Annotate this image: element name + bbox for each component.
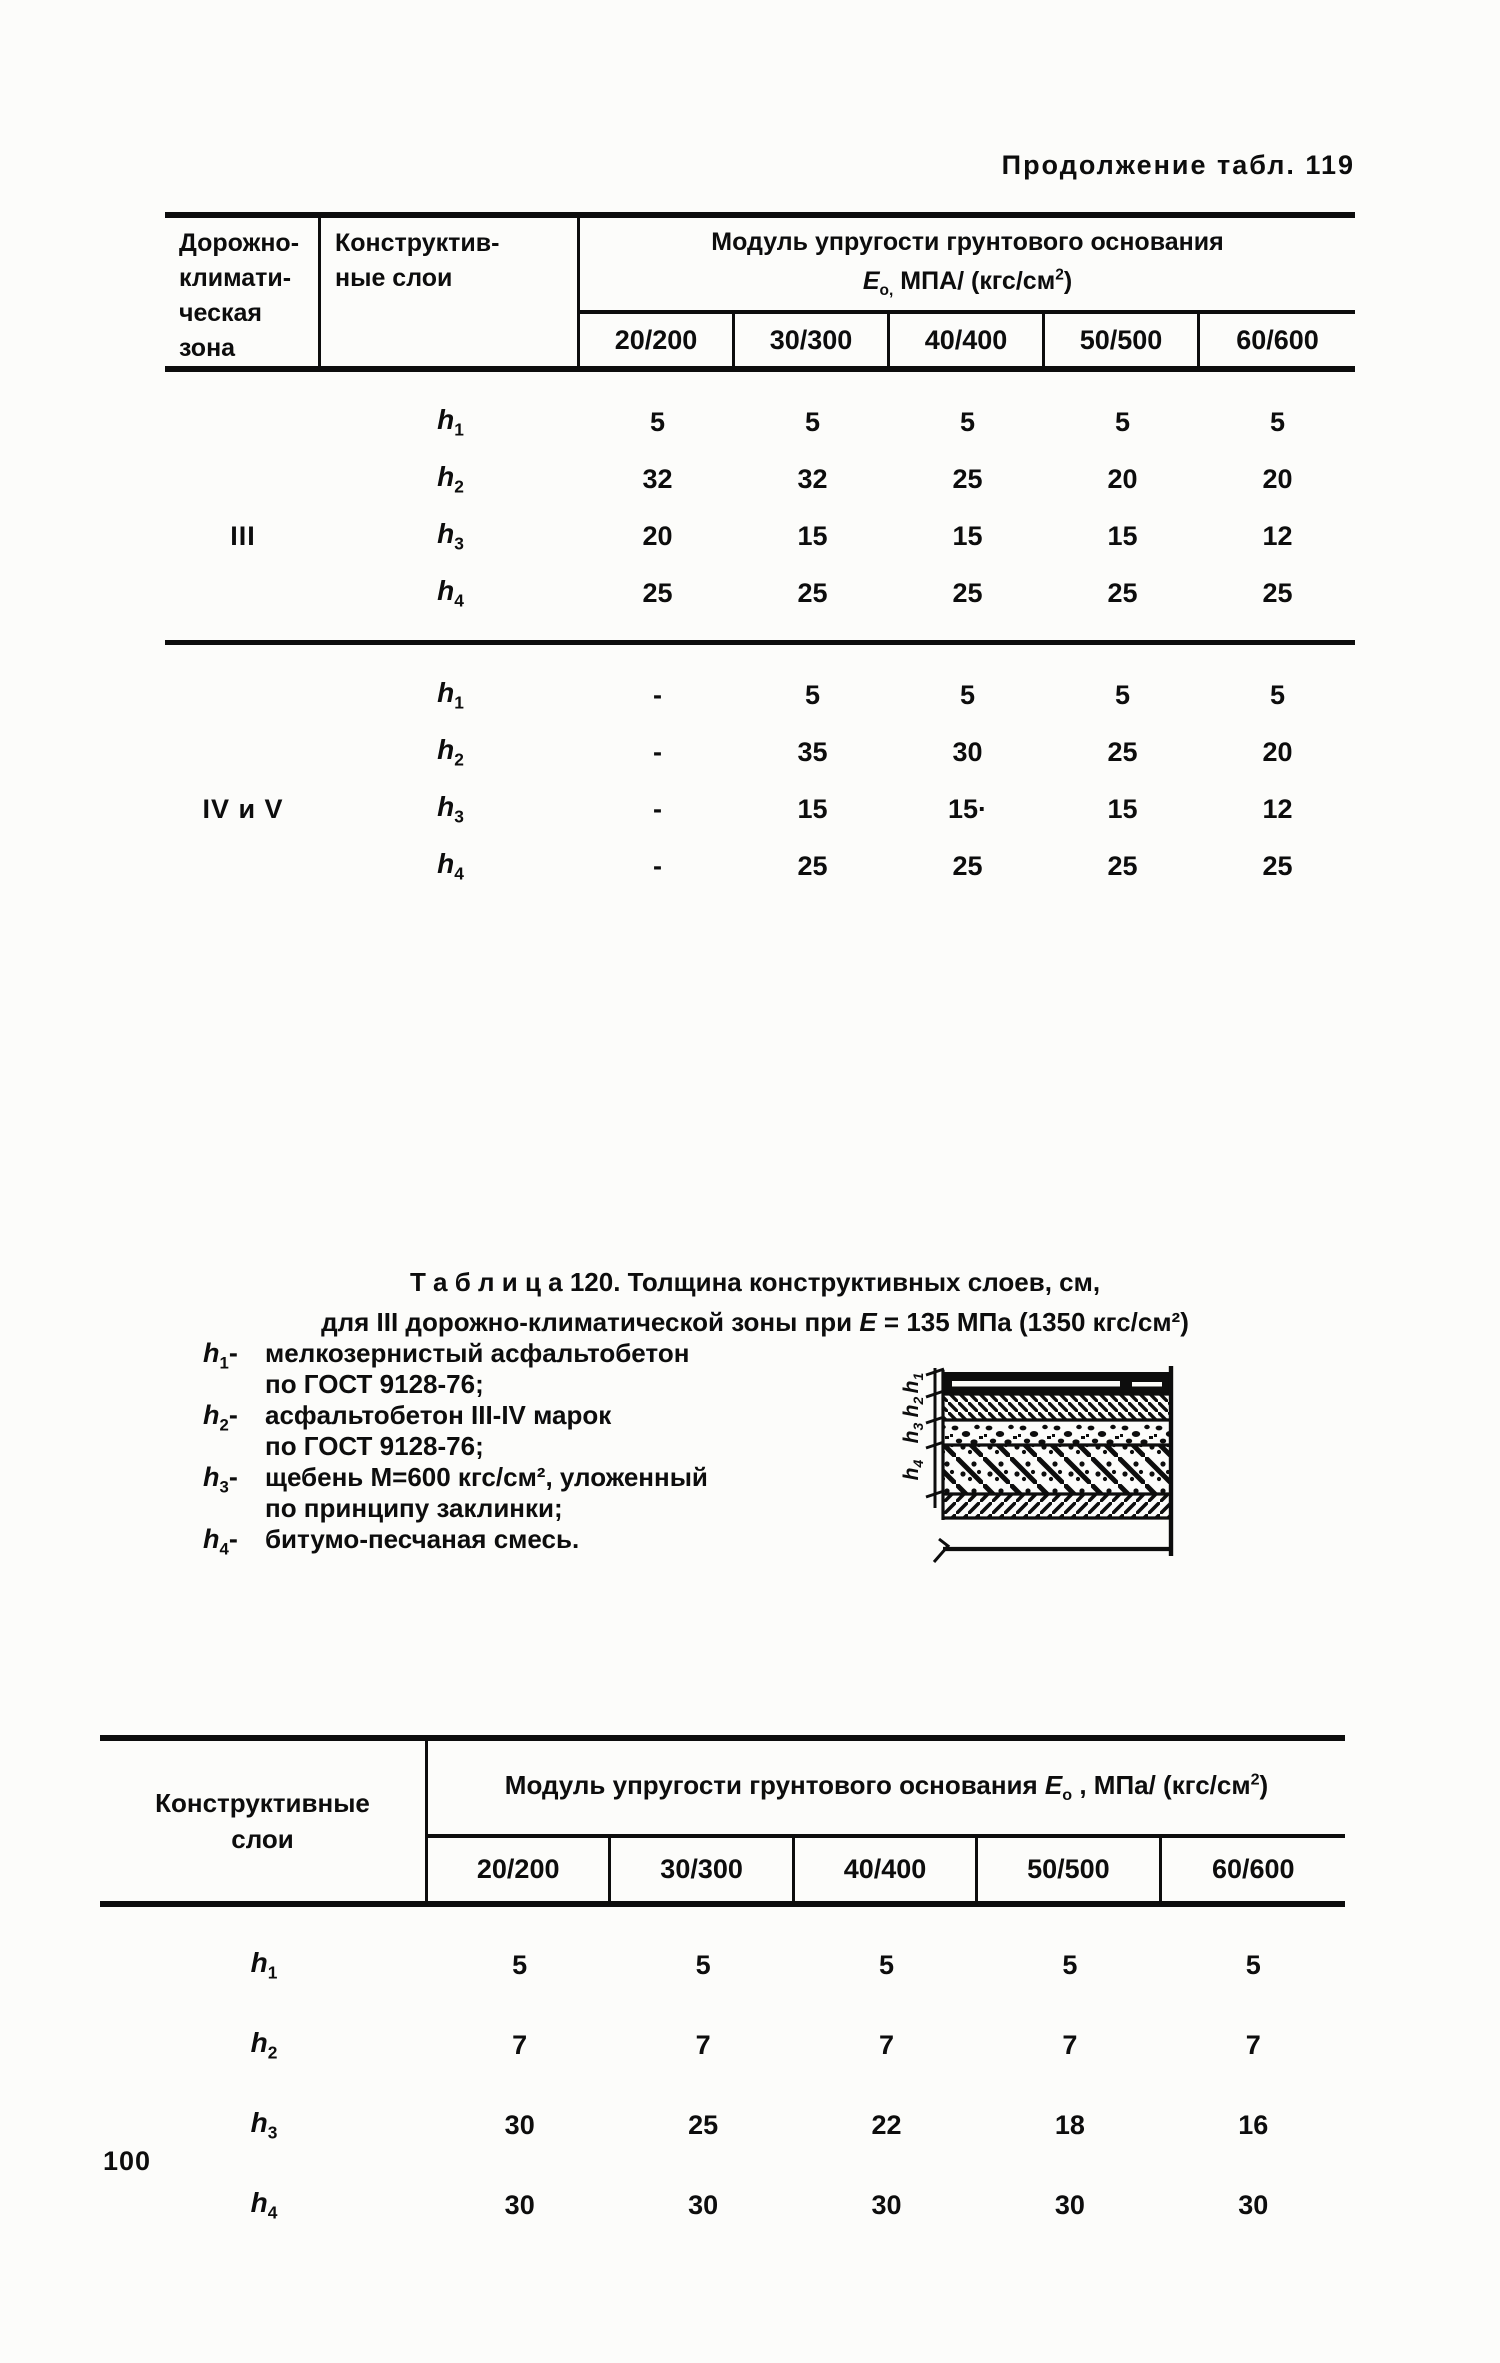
value-cell: 7 xyxy=(695,2029,711,2060)
value-cell: 5 xyxy=(878,1949,894,1980)
column-header: 40/400 xyxy=(890,314,1045,366)
column-header: 20/200 xyxy=(428,1838,611,1901)
table-119-zone-column-header: Дорожно- климати- ческая зона xyxy=(165,218,321,366)
table-120-header xyxy=(100,1735,1345,1907)
value-cell: 30 xyxy=(688,2189,719,2220)
table-120-modulus-title: Модуль упругости грунтового основания $Е_о$ , МПа/ $(кгс/см^2)$ xyxy=(504,1769,1269,1805)
value-cell: 25 xyxy=(797,578,828,608)
value-cell: 7 xyxy=(878,2029,894,2060)
table-row xyxy=(165,508,1355,565)
column-header: 30/300 xyxy=(611,1838,794,1901)
value-cell: 5 xyxy=(1269,407,1286,437)
value-cell: 15 xyxy=(797,794,828,824)
value-cell: 20 xyxy=(1107,464,1138,494)
value-cell: 5 xyxy=(1269,680,1286,710)
value-cell: 5 xyxy=(1114,407,1131,437)
value-cell: 5 xyxy=(959,680,976,710)
table-120-body xyxy=(100,1907,1345,2245)
page-number: 100 xyxy=(103,2146,152,2176)
value-cell: 15 xyxy=(1107,794,1138,824)
value-cell: 25 xyxy=(952,851,983,881)
value-cell: 25 xyxy=(952,578,983,608)
pavement-layer-h4 xyxy=(943,1445,1171,1494)
diagram-label-h2: $h_2$ xyxy=(900,1396,926,1418)
column-header: 60/600 xyxy=(1211,1854,1295,1884)
value-cell: 25 xyxy=(642,578,673,608)
continuation-note: Продолжение табл. 119 xyxy=(1001,150,1355,180)
table-row xyxy=(165,838,1355,895)
table-119 xyxy=(165,212,1355,913)
diagram-label-h1: $h_1$ xyxy=(900,1372,926,1394)
table-row xyxy=(165,394,1355,451)
layer-label: $h_1-$ xyxy=(203,1338,238,1373)
value-cell: 25 xyxy=(1107,737,1138,767)
value-cell: 5 xyxy=(1062,1949,1078,1980)
value-cell: 30 xyxy=(952,737,983,767)
table-119-modulus-title: Модуль упругости грунтового основания $Е_{о,}$ МПА/ $(кгс/см^2)$ xyxy=(711,228,1224,300)
layer-label: $h_1$ xyxy=(437,677,464,713)
table-119-block-zone-3 xyxy=(165,372,1355,640)
table-120-title-line1: Т а б л и ц а 120. Толщина конструктивных слоев, см, xyxy=(409,1267,1101,1297)
value-cell: 5 xyxy=(695,1949,711,1980)
layer-label: $h_4$ xyxy=(437,575,464,611)
value-cell: 22 xyxy=(871,2109,902,2140)
value-cell: - xyxy=(653,737,662,767)
table-119-block-zone-4-5 xyxy=(165,640,1355,913)
layer-label: $h_4-$ xyxy=(203,1524,238,1559)
pavement-layer-h1 xyxy=(943,1372,1171,1394)
value-cell: 20 xyxy=(1262,464,1293,494)
value-cell: 5 xyxy=(804,680,821,710)
value-cell: 25 xyxy=(1262,851,1293,881)
column-header: 30/300 xyxy=(735,314,890,366)
zone-label: III xyxy=(230,521,256,551)
legend-item: $h_1-$ мелкозернистый асфальтобетон по ГОСТ 9128-76; xyxy=(203,1338,690,1399)
subgrade-layer xyxy=(943,1494,1171,1518)
table-row xyxy=(100,1925,1345,2005)
value-cell: 5 xyxy=(804,407,821,437)
pavement-layer-diagram xyxy=(848,1322,1258,1582)
value-cell: 5 xyxy=(649,407,666,437)
column-header: 50/500 xyxy=(1045,314,1200,366)
layer-label: $h_2-$ xyxy=(203,1400,238,1435)
value-cell: 25 xyxy=(688,2109,719,2140)
zone-label: IV и V xyxy=(202,794,284,824)
table-row xyxy=(165,781,1355,838)
value-cell: 5 xyxy=(1245,1949,1261,1980)
value-cell: 25 xyxy=(1107,851,1138,881)
value-cell: 20 xyxy=(642,521,673,551)
layer-legend xyxy=(203,1338,863,1564)
value-cell: - xyxy=(653,680,662,710)
layer-label: $h_3$ xyxy=(437,518,464,554)
value-cell: 25 xyxy=(1107,578,1138,608)
value-cell: 30 xyxy=(1238,2189,1269,2220)
value-cell: 30 xyxy=(504,2189,535,2220)
modulus-formula: $Е_{о,}$ МПА/ $(кгс/см^2)$ xyxy=(862,267,1073,300)
table-row xyxy=(165,565,1355,622)
pavement-layer-h3 xyxy=(943,1420,1171,1445)
column-header: 20/200 xyxy=(580,314,735,366)
layer-label: $h_3$ xyxy=(250,2106,278,2143)
table-119-header xyxy=(165,212,1355,372)
legend-item: $h_3-$ щебень М=600 кгс/см², уложенный по принципу заклинки; xyxy=(203,1462,708,1523)
value-cell: 18 xyxy=(1054,2109,1085,2140)
value-cell: 12 xyxy=(1262,521,1293,551)
column-header: 50/500 xyxy=(978,1838,1161,1901)
value-cell: 15 xyxy=(952,521,983,551)
break-mark xyxy=(934,1539,948,1562)
layer-label: $h_2$ xyxy=(437,734,464,770)
value-cell: 25 xyxy=(1262,578,1293,608)
value-cell: - xyxy=(653,794,662,824)
value-cell: 32 xyxy=(797,464,828,494)
table-row xyxy=(165,724,1355,781)
layer-label: $h_4$ xyxy=(437,848,464,884)
value-cell: 35 xyxy=(797,737,828,767)
diagram-label-h3: $h_3$ xyxy=(900,1422,926,1444)
dimension-line xyxy=(926,1368,944,1508)
value-cell: 32 xyxy=(642,464,673,494)
table-120-layers-column-header: Конструктивные слои xyxy=(100,1741,428,1901)
value-cell: 5 xyxy=(1114,680,1131,710)
table-120-title-line2: для III дорожно-климатической зоны при Е = 135 МПа (1350 кгс/см²) xyxy=(321,1307,1189,1337)
value-cell: 30 xyxy=(1054,2189,1085,2220)
table-120-modulus-header xyxy=(428,1741,1345,1901)
layer-label: $h_1$ xyxy=(437,404,464,440)
table-120 xyxy=(100,1735,1345,2245)
layer-label: $h_3$ xyxy=(437,791,464,827)
diagram-layer-labels xyxy=(900,1372,926,1480)
value-cell: 5 xyxy=(512,1949,528,1980)
value-cell: 5 xyxy=(959,407,976,437)
value-cell: 12 xyxy=(1262,794,1293,824)
table-row xyxy=(100,2085,1345,2165)
table-119-subcolumns xyxy=(580,310,1355,366)
value-cell: - xyxy=(653,851,662,881)
pavement-layer-h2 xyxy=(943,1394,1171,1420)
layer-label: $h_1$ xyxy=(250,1946,278,1983)
value-cell: 15 xyxy=(1107,521,1138,551)
diagram-label-h4: $h_4$ xyxy=(900,1459,926,1481)
value-cell: 7 xyxy=(512,2029,528,2060)
table-119-modulus-header xyxy=(580,218,1355,366)
table-row xyxy=(165,667,1355,724)
column-header: 60/600 xyxy=(1236,324,1319,355)
value-cell: 25 xyxy=(797,851,828,881)
layer-label: $h_2$ xyxy=(437,461,464,497)
value-cell: 16 xyxy=(1238,2109,1269,2140)
value-cell: 30 xyxy=(871,2189,902,2220)
value-cell: 20 xyxy=(1262,737,1293,767)
value-cell: 7 xyxy=(1245,2029,1261,2060)
value-cell: 25 xyxy=(952,464,983,494)
table-row xyxy=(165,451,1355,508)
layer-label: $h_4$ xyxy=(250,2186,278,2223)
table-row xyxy=(100,2165,1345,2245)
layer-label: $h_2$ xyxy=(250,2026,278,2063)
value-cell: 30 xyxy=(504,2109,535,2140)
table-119-layers-column-header: Конструктив- ные слои xyxy=(321,218,580,366)
value-cell: 7 xyxy=(1062,2029,1078,2060)
legend-item: $h_4-$ битумо-песчаная смесь. xyxy=(203,1524,863,1564)
layer-label: $h_3-$ xyxy=(203,1462,238,1497)
value-cell: 15· xyxy=(947,794,988,824)
column-header: 40/400 xyxy=(795,1838,978,1901)
table-120-subcolumns xyxy=(428,1834,1345,1901)
value-cell: 15 xyxy=(797,521,828,551)
table-row xyxy=(100,2005,1345,2085)
legend-item: $h_2-$ асфальтобетон III-IV марок по ГОСТ 9128-76; xyxy=(203,1400,612,1461)
